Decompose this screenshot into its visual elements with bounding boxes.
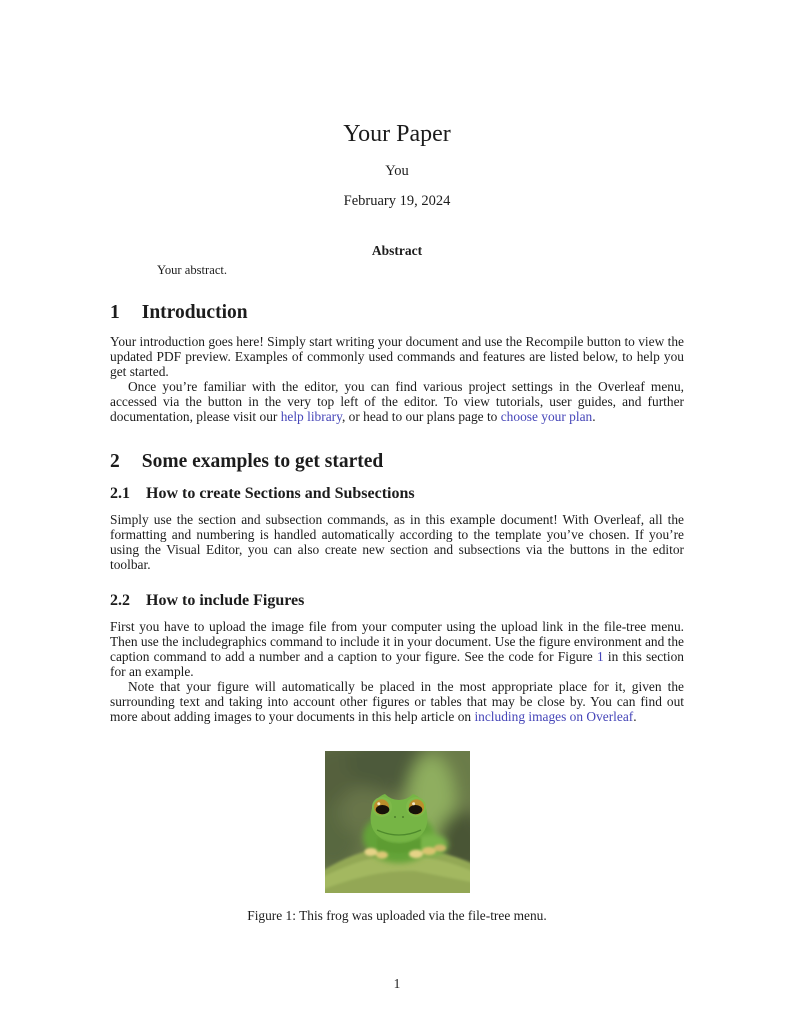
text-segment: Once you’re familiar with the editor, you can find various project settings in the Overleaf menu, accessed via the button in the very top left of the editor. To view tutorials, user guides, and further documentation, please visit our [110,379,684,424]
abstract-heading: Abstract [371,243,423,258]
subsection-2-2-number: 2.2 [110,592,130,609]
document-body [110,243,684,923]
paper-author: You [385,163,409,179]
paper-date: February 19, 2024 [343,193,451,209]
subsection-2-2-title: How to include Figures [146,592,305,609]
subsection-2-1-paragraph: Simply use the section and subsection commands, as in this example document! With Overleaf, all the formatting and numbering is handled automatically according to the template you’ve chosen. If you’re using the Visual Editor, you can also create new section and subsections via the buttons in the editor toolbar. [110,512,684,572]
paper-title: Your Paper [343,121,451,147]
intro-paragraph-1: Your introduction goes here! Simply start writing your document and use the Recompile button to view the updated PDF preview. Examples of commonly used commands and features are listed below, to help you get started. [110,334,684,379]
intro-paragraph-2 [110,379,684,424]
page-number: 1 [393,976,401,991]
figure-1 [110,751,684,923]
including-images-overleaf-link[interactable]: including images on Overleaf [474,709,634,724]
figure-caption: Figure 1: This frog was uploaded via the file-tree menu. [247,908,547,923]
text-segment: . [633,709,637,724]
section-2-heading [110,451,684,473]
text-segment: in this section for an example. [110,649,684,679]
help-library-link[interactable]: help library [280,409,342,424]
abstract-text: Your abstract. [157,263,228,277]
subsection-2-1-title: How to create Sections and Subsections [146,485,415,502]
figure-1-ref-link[interactable]: 1 [596,649,604,664]
text-segment: . [592,409,596,424]
choose-your-plan-link[interactable]: choose your plan [500,409,593,424]
section-2-title: Some examples to get started [141,451,384,472]
section-2-number: 2 [110,451,120,472]
subsection-2-2-heading [110,592,684,610]
figures-paragraph-1 [110,619,684,679]
title-block [0,121,794,209]
figures-paragraph-2 [110,679,684,724]
subsection-2-1-heading [110,485,684,503]
subsection-2-1-number: 2.1 [110,485,130,502]
text-segment: First you have to upload the image file from your computer using the upload link in the file-tree menu. Then use the includegraphics command to include it in your document. Use the figure environment and the caption command to add a number and a caption to your figure. See the code for Figure [110,619,684,664]
section-1-heading [110,302,684,324]
section-1-number: 1 [110,302,120,323]
frog-photo-image [325,751,470,893]
text-segment: Note that your figure will automatically be placed in the most appropriate place for it, given the surrounding text and taking into account other figures or tables that may be close by. You can find out more about adding images to your documents in this help article on [110,679,684,724]
section-1-title: Introduction [141,302,248,323]
text-segment: , or head to our plans page to [341,409,501,424]
